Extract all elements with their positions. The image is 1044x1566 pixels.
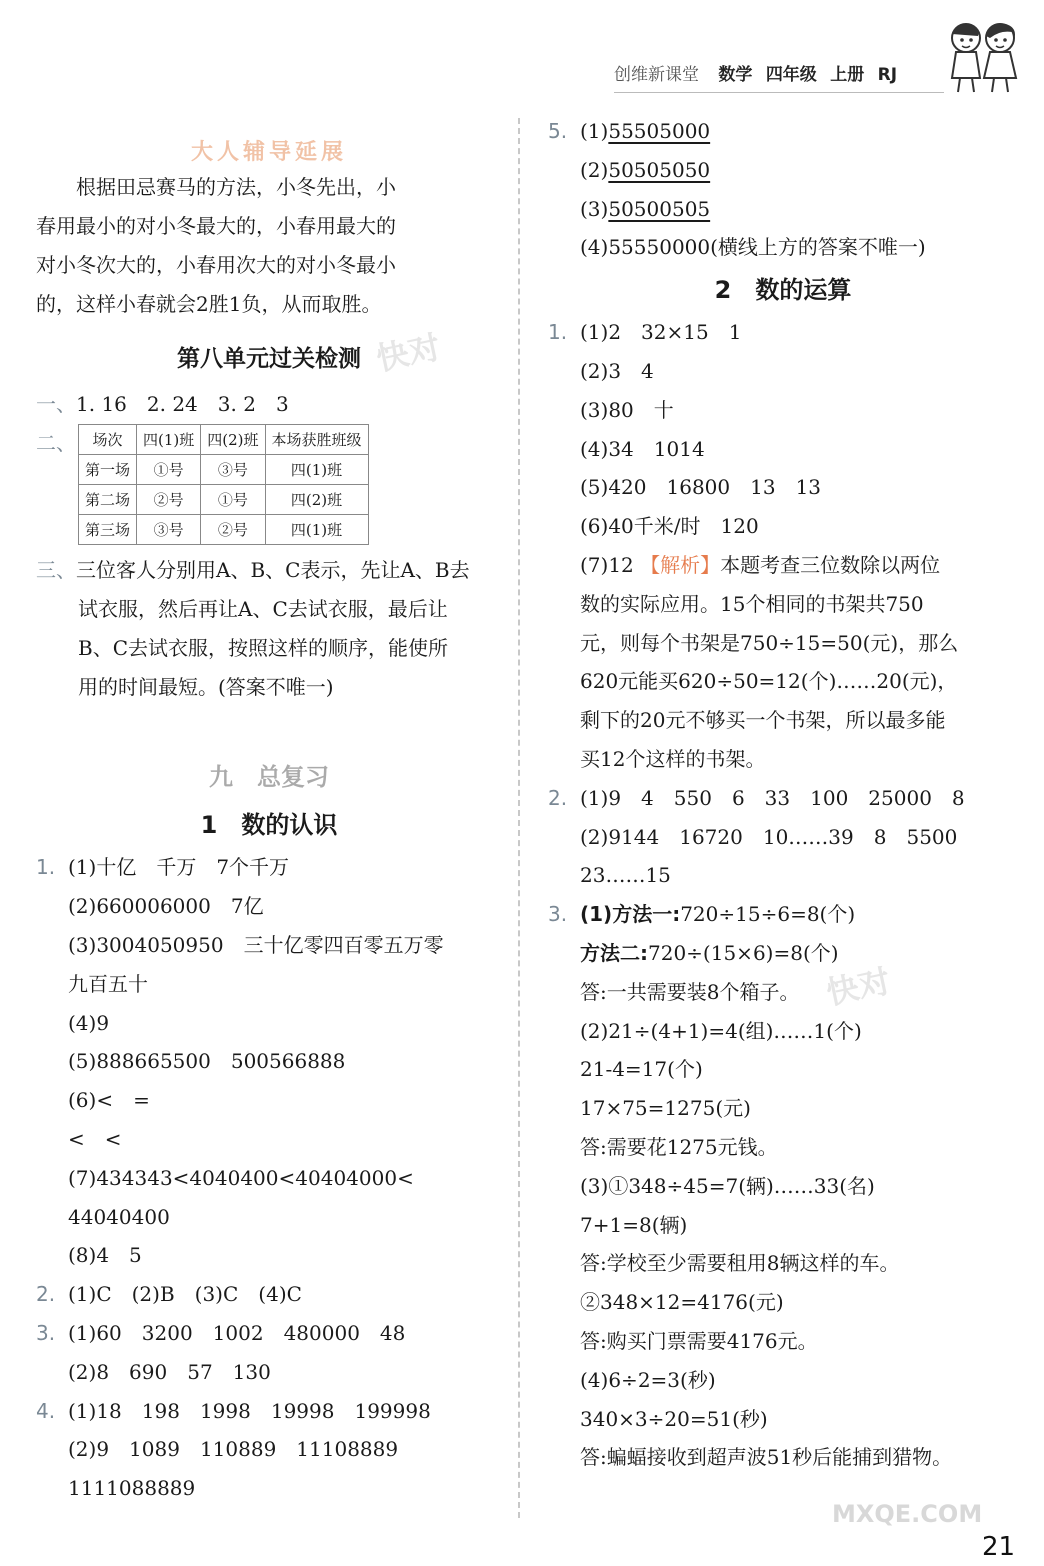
r3-line: 340×3÷20=51(秒) bbox=[580, 1406, 768, 1431]
p1-line: 44040400 bbox=[68, 1204, 170, 1229]
r1-line: (3)80 十 bbox=[580, 397, 674, 422]
r3-number: 3. bbox=[548, 902, 568, 927]
p1-line: (3)3004050950 三十亿零四百零五万零 bbox=[68, 932, 444, 957]
q3-line: 试衣服，然后再让A、C去试衣服，最后让 bbox=[78, 596, 448, 621]
r1-line: (2)3 4 bbox=[580, 358, 654, 383]
tip-line: 根据田忌赛马的方法，小冬先出，小 bbox=[76, 175, 396, 199]
p4-answer bbox=[36, 1392, 502, 1508]
volume: 上册 bbox=[830, 65, 865, 85]
section1-title: 1 数的认识 bbox=[200, 811, 338, 840]
chapter9-title: 九 总复习 bbox=[209, 763, 329, 792]
r1-line: (1)2 32×15 1 bbox=[580, 320, 742, 345]
r3-line: ②348×12=4176(元) bbox=[580, 1290, 784, 1315]
table-cell: 第一场 bbox=[79, 455, 137, 485]
q3-line: B、C去试衣服，按照这样的顺序，能使所 bbox=[78, 635, 448, 660]
p5-value: 55505000 bbox=[608, 119, 711, 143]
p2-answer bbox=[36, 1275, 502, 1314]
q3-line: 三位客人分别用A、B、C表示，先让A、B去 bbox=[76, 558, 470, 583]
table-cell: 四(2)班 bbox=[265, 485, 368, 515]
p5-line: (4)55550000(横线上方的答案不唯一) bbox=[580, 235, 926, 260]
r2-line: 23……15 bbox=[580, 863, 671, 888]
table-row bbox=[79, 455, 369, 485]
p1-line: (8)4 5 bbox=[68, 1243, 142, 1268]
r3-line: 答:一共需要装8个箱子。 bbox=[580, 979, 800, 1004]
p1-line: (7)434343<4040400<40404000< bbox=[68, 1165, 414, 1190]
p4-line: 1111088889 bbox=[68, 1476, 196, 1501]
series-name: 创维新课堂 bbox=[614, 65, 699, 85]
q3-number: 三、 bbox=[36, 558, 76, 583]
p2-line: (1)C (2)B (3)C (4)C bbox=[68, 1282, 302, 1307]
table-cell: ②号 bbox=[137, 485, 201, 515]
q1-text: 1. 16 2. 24 3. 2 3 bbox=[76, 392, 289, 417]
p3-number: 3. bbox=[36, 1320, 56, 1345]
p5-value: 50505050 bbox=[608, 157, 711, 182]
column-divider bbox=[518, 118, 520, 1518]
section2-title: 2 数的运算 bbox=[714, 276, 852, 305]
p3-line: (1)60 3200 1002 480000 48 bbox=[68, 1320, 406, 1345]
r3-line: 720÷15÷6=8(个) bbox=[680, 902, 856, 927]
p5-label: (2) bbox=[580, 157, 609, 182]
edition: RJ bbox=[877, 65, 898, 85]
q2-answer bbox=[36, 424, 502, 545]
grade: 四年级 bbox=[765, 65, 817, 85]
table-cell: 第三场 bbox=[79, 515, 137, 545]
r3-line: (4)6÷2=3(秒) bbox=[580, 1367, 716, 1392]
p1-line: (2)660006000 7亿 bbox=[68, 894, 264, 919]
q2-number: 二、 bbox=[36, 431, 76, 456]
p5-value: 50500505 bbox=[608, 196, 711, 221]
r2-answer bbox=[548, 779, 1018, 895]
p1-line: < < bbox=[68, 1126, 122, 1151]
subject: 数学 bbox=[718, 65, 753, 85]
table-cell: ③号 bbox=[137, 515, 201, 545]
unit8-title: 第八单元过关检测 bbox=[177, 346, 361, 373]
tip-title: 大人辅导延展 bbox=[190, 140, 347, 165]
r3-line: 17×75=1275(元) bbox=[580, 1096, 751, 1121]
right-column bbox=[548, 112, 1018, 1477]
q3-answer bbox=[36, 551, 502, 706]
watermark-kuaidui: 快对 bbox=[373, 327, 444, 379]
p1-answer bbox=[36, 848, 502, 1275]
r2-number: 2. bbox=[548, 785, 568, 810]
tip-line: 春用最小的对小冬最大的，小春用最大的 bbox=[36, 214, 396, 238]
p4-line: (1)18 198 1998 19998 199998 bbox=[68, 1398, 431, 1423]
r3-line: 答:购买门票需要4176元。 bbox=[580, 1328, 818, 1353]
r3-line: 答:学校至少需要租用8辆这样的车。 bbox=[580, 1251, 900, 1276]
analysis-line: 620元能买620÷50=12(个)……20(元)， bbox=[580, 669, 958, 694]
r3-line: 21-4=17(个) bbox=[580, 1057, 703, 1082]
r3-line: 答:蝙蝠接收到超声波51秒后能捕到猎物。 bbox=[580, 1445, 953, 1470]
tip-line: 对小冬次大的，小春用次大的对小冬最小 bbox=[36, 252, 396, 277]
analysis-line: 数的实际应用。15个相同的书架共750 bbox=[580, 591, 924, 616]
table-header: 场次 bbox=[79, 425, 137, 455]
match-table bbox=[78, 424, 369, 545]
r1-7-prefix: (7)12 bbox=[580, 552, 634, 577]
analysis-line: 本题考查三位数除以两位 bbox=[720, 552, 941, 577]
method1-label: (1)方法一: bbox=[580, 902, 681, 927]
q1-number: 一、 bbox=[36, 392, 76, 417]
r1-number: 1. bbox=[548, 320, 568, 345]
q3-line: 用的时间最短。(答案不唯一) bbox=[78, 674, 334, 699]
p5-number: 5. bbox=[548, 119, 568, 143]
table-header: 四(1)班 bbox=[137, 425, 201, 455]
header-rule bbox=[614, 92, 944, 93]
page-header bbox=[614, 60, 905, 85]
r1-line: (5)420 16800 13 13 bbox=[580, 475, 822, 500]
method2-label: 方法二: bbox=[580, 940, 648, 965]
p3-line: (2)8 690 57 130 bbox=[68, 1359, 271, 1384]
table-header-row bbox=[79, 425, 369, 455]
p4-number: 4. bbox=[36, 1398, 56, 1423]
table-header: 本场获胜班级 bbox=[265, 425, 368, 455]
table-cell: ②号 bbox=[201, 515, 265, 545]
analysis-line: 剩下的20元不够买一个书架，所以最多能 bbox=[580, 708, 946, 733]
watermark-site: MXQE.COM bbox=[832, 1500, 983, 1528]
table-cell: ①号 bbox=[137, 455, 201, 485]
analysis-label: 【解析】 bbox=[640, 552, 721, 577]
q1-answer bbox=[36, 385, 502, 424]
table-cell: 四(1)班 bbox=[265, 455, 368, 485]
table-row bbox=[79, 485, 369, 515]
r3-line: 答:需要花1275元钱。 bbox=[580, 1134, 778, 1159]
table-header: 四(2)班 bbox=[201, 425, 265, 455]
p5-label: (3) bbox=[580, 196, 609, 221]
watermark-kuaidui: 快对 bbox=[823, 961, 894, 1013]
p1-line: 九百五十 bbox=[68, 971, 148, 996]
table-row bbox=[79, 515, 369, 545]
table-cell: 第二场 bbox=[79, 485, 137, 515]
r3-line: (2)21÷(4+1)=4(组)……1(个) bbox=[580, 1018, 862, 1043]
left-column bbox=[36, 138, 502, 1508]
analysis-line: 买12个这样的书架。 bbox=[580, 746, 766, 771]
r2-line: (2)9144 16720 10……39 8 5500 bbox=[580, 824, 958, 849]
p1-number: 1. bbox=[36, 855, 56, 880]
table-cell: 四(1)班 bbox=[265, 515, 368, 545]
r2-line: (1)9 4 550 6 33 100 25000 8 bbox=[580, 785, 965, 810]
r1-answer bbox=[548, 313, 1018, 779]
r3-answer bbox=[548, 895, 1018, 1477]
p5-label: (1) bbox=[580, 119, 609, 143]
table-cell: ①号 bbox=[201, 485, 265, 515]
p1-line: (1)十亿 千万 7个千万 bbox=[68, 855, 290, 880]
p1-line: (5)888665500 500566888 bbox=[68, 1049, 346, 1074]
p1-line: (6)< = bbox=[68, 1088, 150, 1113]
table-cell: ③号 bbox=[201, 455, 265, 485]
page-number: 21 bbox=[982, 1532, 1016, 1562]
analysis-line: 元，则每个书架是750÷15=50(元)，那么 bbox=[580, 630, 959, 655]
r1-line: (4)34 1014 bbox=[580, 436, 705, 461]
r1-line: (6)40千米/时 120 bbox=[580, 514, 759, 539]
r3-line: 720÷(15×6)=8(个) bbox=[648, 940, 839, 965]
r3-line: 7+1=8(辆) bbox=[580, 1212, 688, 1237]
r3-line: (3)①348÷45=7(辆)……33(名) bbox=[580, 1173, 875, 1198]
p1-line: (4)9 bbox=[68, 1010, 110, 1035]
kids-mascot-icon bbox=[940, 16, 1030, 98]
p2-number: 2. bbox=[36, 1282, 56, 1307]
tip-line: 的，这样小春就会2胜1负，从而取胜。 bbox=[36, 291, 382, 316]
p3-answer bbox=[36, 1314, 502, 1392]
p4-line: (2)9 1089 110889 11108889 bbox=[68, 1437, 399, 1462]
p5-answer bbox=[548, 112, 1018, 267]
